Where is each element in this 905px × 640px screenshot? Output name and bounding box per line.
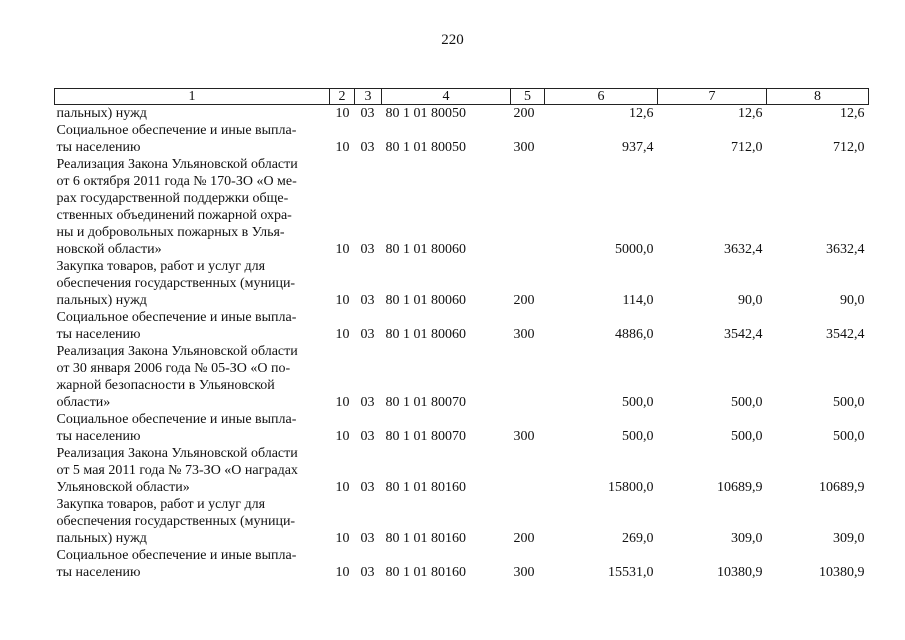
budget-table [54, 88, 869, 581]
cell-amount-col6: 15800,0 [608, 480, 654, 495]
header-col-4: 4 [382, 89, 511, 105]
header-col-1: 1 [55, 89, 330, 105]
cell-amount-col8: 10380,9 [819, 565, 865, 580]
description-line: от 5 мая 2011 года № 73-ЗО «О наградах [56, 463, 298, 478]
header-col-7: 7 [658, 89, 767, 105]
cell-target-code: 80 1 01 80070 [385, 395, 466, 410]
description-line: ты населению [56, 429, 141, 444]
table-body [55, 105, 869, 582]
cell-target-code: 80 1 01 80050 [385, 106, 466, 121]
description-line: жарной безопасности в Ульяновской [56, 378, 275, 393]
description-line: обеспечения государственных (муници- [56, 514, 296, 529]
cell-subsection: 03 [360, 242, 375, 257]
cell-subsection: 03 [360, 140, 375, 155]
header-col-8: 8 [767, 89, 869, 105]
cell-subsection: 03 [360, 531, 375, 546]
cell-target-code: 80 1 01 80070 [385, 429, 466, 444]
cell-description [55, 156, 330, 258]
cell-amount-col8: 712,0 [833, 140, 865, 155]
table-row [55, 496, 869, 547]
description-line: Социальное обеспечение и иные выпла- [56, 548, 297, 563]
cell-target-code: 80 1 01 80050 [385, 140, 466, 155]
cell-subsection: 03 [360, 429, 375, 444]
table-row [55, 547, 869, 581]
cell-amount-col8: 500,0 [833, 429, 865, 444]
cell-target-code: 80 1 01 80160 [385, 565, 466, 580]
cell-description [55, 343, 330, 411]
description-line: Реализация Закона Ульяновской области [56, 157, 298, 172]
cell-expense-type [511, 156, 545, 258]
cell-amount-col7: 3632,4 [724, 242, 763, 257]
cell-subsection: 03 [360, 293, 375, 308]
description-line: ты населению [56, 140, 141, 155]
cell-amount-col7: 10689,9 [717, 480, 763, 495]
cell-subsection: 03 [360, 327, 375, 342]
description-line: пальных) нужд [56, 106, 147, 121]
cell-expense-type: 300 [513, 140, 535, 155]
cell-description [55, 309, 330, 343]
cell-amount-col8: 3542,4 [826, 327, 865, 342]
description-line: пальных) нужд [56, 293, 147, 308]
header-col-2: 2 [330, 89, 355, 105]
cell-subsection: 03 [360, 106, 375, 121]
cell-amount-col8: 12,6 [840, 106, 865, 121]
cell-target-code: 80 1 01 80160 [385, 531, 466, 546]
cell-amount-col7: 309,0 [731, 531, 763, 546]
cell-amount-col7: 712,0 [731, 140, 763, 155]
cell-amount-col7: 500,0 [731, 395, 763, 410]
description-line: Социальное обеспечение и иные выпла- [56, 310, 297, 325]
description-line: новской области» [56, 242, 162, 257]
cell-section: 10 [335, 480, 350, 495]
cell-amount-col8: 90,0 [840, 293, 865, 308]
description-line: обеспечения государственных (муници- [56, 276, 296, 291]
table-row [55, 122, 869, 156]
cell-amount-col8: 10689,9 [819, 480, 865, 495]
cell-description [55, 547, 330, 581]
cell-expense-type: 200 [513, 293, 535, 308]
description-line: Закупка товаров, работ и услуг для [56, 497, 266, 512]
cell-target-code: 80 1 01 80160 [385, 480, 466, 495]
cell-amount-col6: 5000,0 [615, 242, 654, 257]
cell-amount-col7: 3542,4 [724, 327, 763, 342]
cell-section: 10 [335, 293, 350, 308]
description-line: ты населению [56, 565, 141, 580]
cell-amount-col6: 114,0 [622, 293, 654, 308]
cell-description [55, 258, 330, 309]
cell-amount-col7: 12,6 [738, 106, 763, 121]
description-line: ты населению [56, 327, 141, 342]
cell-subsection: 03 [360, 480, 375, 495]
header-col-3: 3 [355, 89, 382, 105]
description-line: ственных объединений пожарной охра- [56, 208, 292, 223]
cell-expense-type: 200 [513, 531, 535, 546]
header-col-6: 6 [545, 89, 658, 105]
cell-amount-col7: 10380,9 [717, 565, 763, 580]
cell-section: 10 [335, 106, 350, 121]
cell-expense-type [511, 343, 545, 411]
cell-subsection: 03 [360, 565, 375, 580]
description-line: пальных) нужд [56, 531, 147, 546]
table-row [55, 445, 869, 496]
cell-expense-type: 300 [513, 429, 535, 444]
cell-description [55, 496, 330, 547]
cell-expense-type [511, 445, 545, 496]
description-line: Реализация Закона Ульяновской области [56, 344, 298, 359]
cell-amount-col6: 12,6 [629, 106, 654, 121]
cell-amount-col7: 500,0 [731, 429, 763, 444]
page-number: 220 [441, 32, 464, 48]
table-row [55, 156, 869, 258]
cell-section: 10 [335, 395, 350, 410]
table-row [55, 411, 869, 445]
cell-section: 10 [335, 242, 350, 257]
table-header [55, 89, 869, 105]
cell-amount-col6: 937,4 [622, 140, 654, 155]
cell-amount-col6: 269,0 [622, 531, 654, 546]
cell-amount-col7: 90,0 [738, 293, 763, 308]
cell-description [55, 122, 330, 156]
cell-section: 10 [335, 140, 350, 155]
cell-section: 10 [335, 429, 350, 444]
table-row [55, 309, 869, 343]
table-row [55, 258, 869, 309]
description-line: Социальное обеспечение и иные выпла- [56, 412, 297, 427]
cell-description [55, 105, 330, 123]
description-line: рах государственной поддержки обще- [56, 191, 289, 206]
description-line: области» [56, 395, 111, 410]
table-row [55, 343, 869, 411]
cell-section: 10 [335, 565, 350, 580]
cell-amount-col8: 500,0 [833, 395, 865, 410]
cell-amount-col6: 4886,0 [615, 327, 654, 342]
description-line: Реализация Закона Ульяновской области [56, 446, 298, 461]
cell-description [55, 445, 330, 496]
description-line: Социальное обеспечение и иные выпла- [56, 123, 297, 138]
description-line: от 6 октября 2011 года № 170-ЗО «О ме- [56, 174, 297, 189]
description-line: ны и добровольных пожарных в Улья- [56, 225, 285, 240]
header-col-5: 5 [511, 89, 545, 105]
cell-amount-col6: 500,0 [622, 429, 654, 444]
cell-expense-type: 200 [513, 106, 535, 121]
cell-amount-col6: 15531,0 [608, 565, 654, 580]
table-row [55, 105, 869, 123]
cell-section: 10 [335, 327, 350, 342]
cell-subsection: 03 [360, 395, 375, 410]
cell-target-code: 80 1 01 80060 [385, 293, 466, 308]
cell-amount-col8: 3632,4 [826, 242, 865, 257]
cell-section: 10 [335, 531, 350, 546]
cell-target-code: 80 1 01 80060 [385, 242, 466, 257]
cell-amount-col6: 500,0 [622, 395, 654, 410]
cell-description [55, 411, 330, 445]
description-line: от 30 января 2006 года № 05-ЗО «О по- [56, 361, 291, 376]
description-line: Закупка товаров, работ и услуг для [56, 259, 266, 274]
cell-expense-type: 300 [513, 565, 535, 580]
cell-expense-type: 300 [513, 327, 535, 342]
cell-amount-col8: 309,0 [833, 531, 865, 546]
description-line: Ульяновской области» [56, 480, 190, 495]
cell-target-code: 80 1 01 80060 [385, 327, 466, 342]
header-row [55, 89, 869, 105]
